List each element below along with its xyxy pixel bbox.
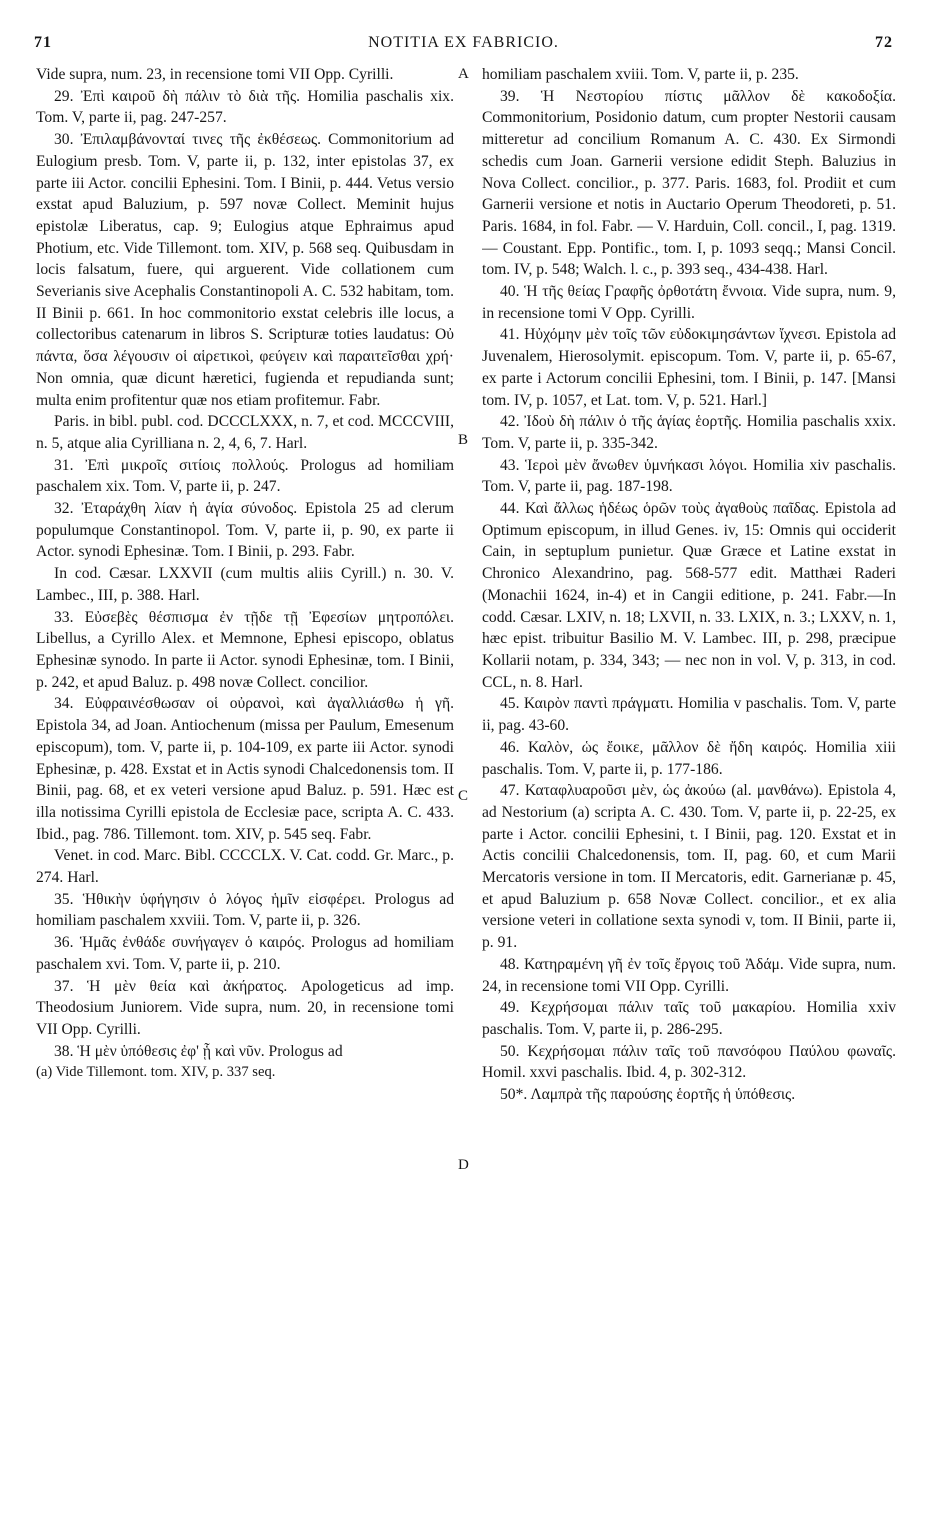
right-entry-44: 44. Καὶ ἄλλως ἡδέως ὁρῶν τοὺς ἀγαθοὺς παῖδας. Epistola ad Optimum episcopum, in illud Genes. iv, 15: Omnis qui occiderit Cain, in septuplum punietur. Quæ Græce et Latine exstat in Chronico Alexandrino, pag. 568-577 edit. Matthæi Raderi (Monachii 1624, in-4) et in Cangii editione, p. 241. Fabr.—In codd. Cæsar. LXIV, n. 18; LXVII, n. 33. LXIX, n. 3.; LXXV, n. 1, hæc epist. tribuitur Basilio M. V. Lambec. III, p. 298, præcipue Kollarii notam, p. 334, 343; — nec non in vol. V, p. 313, in cod. CCL, n. 8. Harl. bbox=[482, 500, 896, 691]
running-header bbox=[34, 34, 893, 56]
left-entry-31: 31. Ἐπὶ μικροῖς σιτίοις πολλούς. Prologus ad homiliam paschalem xix. Tom. V, parte ii, p. 247. bbox=[36, 456, 454, 496]
right-column bbox=[482, 64, 896, 1514]
right-entry-47: 47. Καταφλυαροῦσι μὲν, ὡς ἀκούω (al. μανθάνω). Epistola 4, ad Nestorium (a) scripta A. C. 430. Tom. V, parte ii, p. 22-25, ex parte i Actor. concilii Ephesini, t. I Binii, pag. 120. Exstat et in Actis concilii Chalcedonensis, tom. II, pag. 60, et cum Marii Mercatoris versione in tom. II Mercatoris, edit. Garnerianæ p. 45, et apud Baluzium p. 658 Novæ Collect. concilior., et ex alia versione veteri in collatione sexta synodi v, tom. II Binii, parte ii, p. 91. bbox=[482, 782, 896, 952]
left-entry-30: 30. Ἐπιλαμβάνονταί τινες τῆς ἐκθέσεως. Commonitorium ad Eulogium presb. Tom. V, parte ii, p. 132, inter epistolas 37, ex parte iii Actor. concilii Ephesini. Tom. I Binii, p. 444. Vetus versio exstat apud Baluzium, p. 597 novæ Collect. Meminit hujus epistolæ Liberatus, cap. 9; Eulogius atque Ephraimus apud Photium, etc. Vide Tillemont. tom. XIV, p. 568 seq. Quibusdam in locis falsatum, fuere, qui arguerent. Vide collationem cum Severianis sive Acephalis Constantinopoli A. C. 532 habitam, tom. II Binii p. 661. In hoc commonitorio exstat celebris ille locus, a collectoribus catenarum in libros S. Scripturæ toties laudatus: Οὐ πάντα, ὅσα λέγουσιν οἱ αἱρετικοὶ, φεύγειν καὶ παραιτεῖσθαι χρή· Non omnia, quæ dicunt hæretici, fugienda et repudianda sunt; multa enim profitentur quæ nos etiam profitemur. Fabr. bbox=[36, 131, 454, 409]
left-entry-33: 33. Εὐσεβὲς θέσπισμα ἐν τῇδε τῇ Ἐφεσίων μητροπόλει. Libellus, a Cyrillo Alex. et Memnone, Ephesi episcopo, oblatus Ephesinæ synodo. In parte ii Actor. synodi Ephesinæ, tom. I Binii, p. 242, et apud Baluz. p. 498 novæ Collect. concilior. bbox=[36, 608, 454, 691]
right-entry-41: 41. Ηὐχόμην μὲν τοῖς τῶν εὐδοκιμησάντων ἴχνεσι. Epistola ad Juvenalem, Hierosolymit. episcopum. Tom. V, parte ii, p. 65-67, ex parte i Actorum concilii Ephesini, tom. I Binii, p. 147. [Mansi tom. IV, p. 1057, et Lat. tom. V, p. 521. Harl.] bbox=[482, 326, 896, 409]
left-entry-30-harl: Paris. in bibl. publ. cod. DCCCLXXX, n. 7, et cod. MCCCVIII, n. 5, atque alia Cyrilliana n. 2, 4, 6, 7. Harl. bbox=[36, 413, 454, 452]
right-entry-43: 43. Ἱεροὶ μὲν ἄνωθεν ὑμνήκασι λόγοι. Homilia xiv paschalis. Tom. V, parte ii, pag. 187-198. bbox=[482, 456, 896, 496]
left-entry-34-harl: Venet. in cod. Marc. Bibl. CCCCLX. V. Cat. codd. Gr. Marc., p. 274. Harl. bbox=[36, 847, 454, 887]
margin-letter-b: B bbox=[458, 432, 469, 448]
right-entry-42: 42. Ἰδοὺ δὴ πάλιν ὁ τῆς ἁγίας ἑορτῆς. Homilia paschalis xxix. Tom. V, parte ii, p. 335-342. bbox=[482, 413, 896, 452]
right-page-number: 72 bbox=[875, 34, 893, 51]
right-entry-48: 48. Κατηραμένη γῆ ἐν τοῖς ἔργοις τοῦ Ἀδάμ. Vide supra, num. 24, in recensione tomi VII Opp. Cyrilli. bbox=[482, 955, 896, 995]
right-entry-49: 49. Κεχρήσομαι πάλιν ταῖς τοῦ μακαρίου. Homilia xxiv paschalis. Tom. V, parte ii, p. 286-295. bbox=[482, 999, 896, 1038]
running-title: NOTITIA EX FABRICIO. bbox=[368, 34, 559, 51]
right-entry-39: 39. Ἡ Νεστορίου πίστις μᾶλλον δὲ κακοδοξία. Commonitorium, Posidonio datum, cum propter Nestorii causam mitteretur ad concilium Romanum A. C. 430. Ex Sirmondi schedis cum Joan. Garnerii versione edidit Steph. Baluzius in Nova Collect. concilior., p. 377. Paris. 1683, fol. Prodiit et cum Garnerii versione et notis in Auctario Operum Theodoreti, p. 51. Paris. 1684, in fol. Fabr. — V. Harduin, Coll. concil., I, pag. 1319. — Coustant. Epp. Pontific., tom. I, p. 1093 seqq.; Mansi Concil. tom. IV, p. 548; Walch. l. c., p. 393 seq., 434-438. Harl. bbox=[482, 87, 896, 279]
left-entry-0: Vide supra, num. 23, in recensione tomi VII Opp. Cyrilli. bbox=[36, 66, 394, 83]
left-page-number: 71 bbox=[34, 34, 52, 51]
footnote-a: (a) Vide Tillemont. tom. XIV, p. 337 seq. bbox=[36, 1064, 276, 1081]
right-entry-45: 45. Καιρὸν παντὶ πράγματι. Homilia v paschalis. Tom. V, parte ii, pag. 43-60. bbox=[482, 695, 896, 735]
right-entry-50a: 50*. Λαμπρὰ τῆς παρούσης ἑορτῆς ἡ ὑπόθεσις. bbox=[500, 1086, 796, 1104]
left-entry-34: 34. Εὐφραινέσθωσαν οἱ οὐρανοὶ, καὶ ἀγαλλιάσθω ἡ γῆ. Epistola 34, ad Joan. Antiochenum (missa per Paulum, Emesenum episcopum), tom. V, parte ii, p. 104-109, ex parte iii Actor. synodi Ephesinæ, p. 428. Exstat et in Actis synodi Chalcedonensis tom. II Binii, pag. 68, et ex veteri versione apud Baluz. p. 591. Hæc est illa notissima Cyrilli epistola de Ecclesiæ pace, scripta A. C. 433. Ibid., pag. 786. Tillemont. tom. XIV, p. 545 seq. Fabr. bbox=[36, 695, 454, 843]
right-entry-46: 46. Καλὸν, ὡς ἔοικε, μᾶλλον δὲ ἤδη καιρός. Homilia xiii paschalis. Tom. V, parte ii, p. 177-186. bbox=[482, 738, 896, 778]
left-entry-38: 38. Ἡ μὲν ὑπόθεσις ἐφ' ᾗ καὶ νῦν. Prologus ad bbox=[54, 1042, 343, 1060]
left-entry-36: 36. Ἡμᾶς ἐνθάδε συνήγαγεν ὁ καιρός. Prologus ad homiliam paschalem xvi. Tom. V, parte ii, p. 210. bbox=[36, 934, 454, 973]
left-entry-32-harl: In cod. Cæsar. LXXVII (cum multis aliis Cyrill.) n. 30. V. Lambec., III, p. 388. Harl. bbox=[36, 565, 454, 604]
left-entry-35: 35. Ἡθικὴν ὑφήγησιν ὁ λόγος ἡμῖν εἰσφέρει. Prologus ad homiliam paschalem xxviii. Tom. V, parte ii, p. 326. bbox=[36, 890, 454, 930]
margin-letter-d: D bbox=[458, 1157, 469, 1173]
left-column bbox=[36, 64, 454, 1514]
margin-letter-a: A bbox=[458, 66, 469, 82]
left-entry-29: 29. Ἐπὶ καιροῦ δὴ πάλιν τὸ διὰ τῆς. Homilia paschalis xix. Tom. V, parte ii, pag. 247-257. bbox=[36, 87, 454, 127]
right-entry-40: 40. Ἡ τῆς θείας Γραφῆς ὀρθοτάτη ἔννοια. Vide supra, num. 9, in recensione tomi V Opp. Cyrilli. bbox=[482, 283, 896, 322]
right-entry-50: 50. Κεχρήσομαι πάλιν ταῖς τοῦ πανσόφου Παύλου φωναῖς. Homil. xxvi paschalis. Ibid. 4, p. 302-312. bbox=[482, 1042, 896, 1082]
left-entry-32: 32. Ἐταράχθη λίαν ἡ ἁγία σύνοδος. Epistola 25 ad clerum populumque Constantinopol. Tom. V, parte ii, p. 90, ex parte ii Actor. synodi Ephesinæ. Tom. I Binii, p. 293. Fabr. bbox=[36, 500, 454, 561]
left-entry-37: 37. Ἡ μὲν θεία καὶ ἀκήρατος. Apologeticus ad imp. Theodosium Juniorem. Vide supra, num. 20, in recensione tomi VII Opp. Cyrilli. bbox=[36, 977, 454, 1038]
right-entry-38-cont: homiliam paschalem xviii. Tom. V, parte ii, p. 235. bbox=[482, 66, 799, 83]
margin-letter-c: C bbox=[458, 788, 469, 804]
